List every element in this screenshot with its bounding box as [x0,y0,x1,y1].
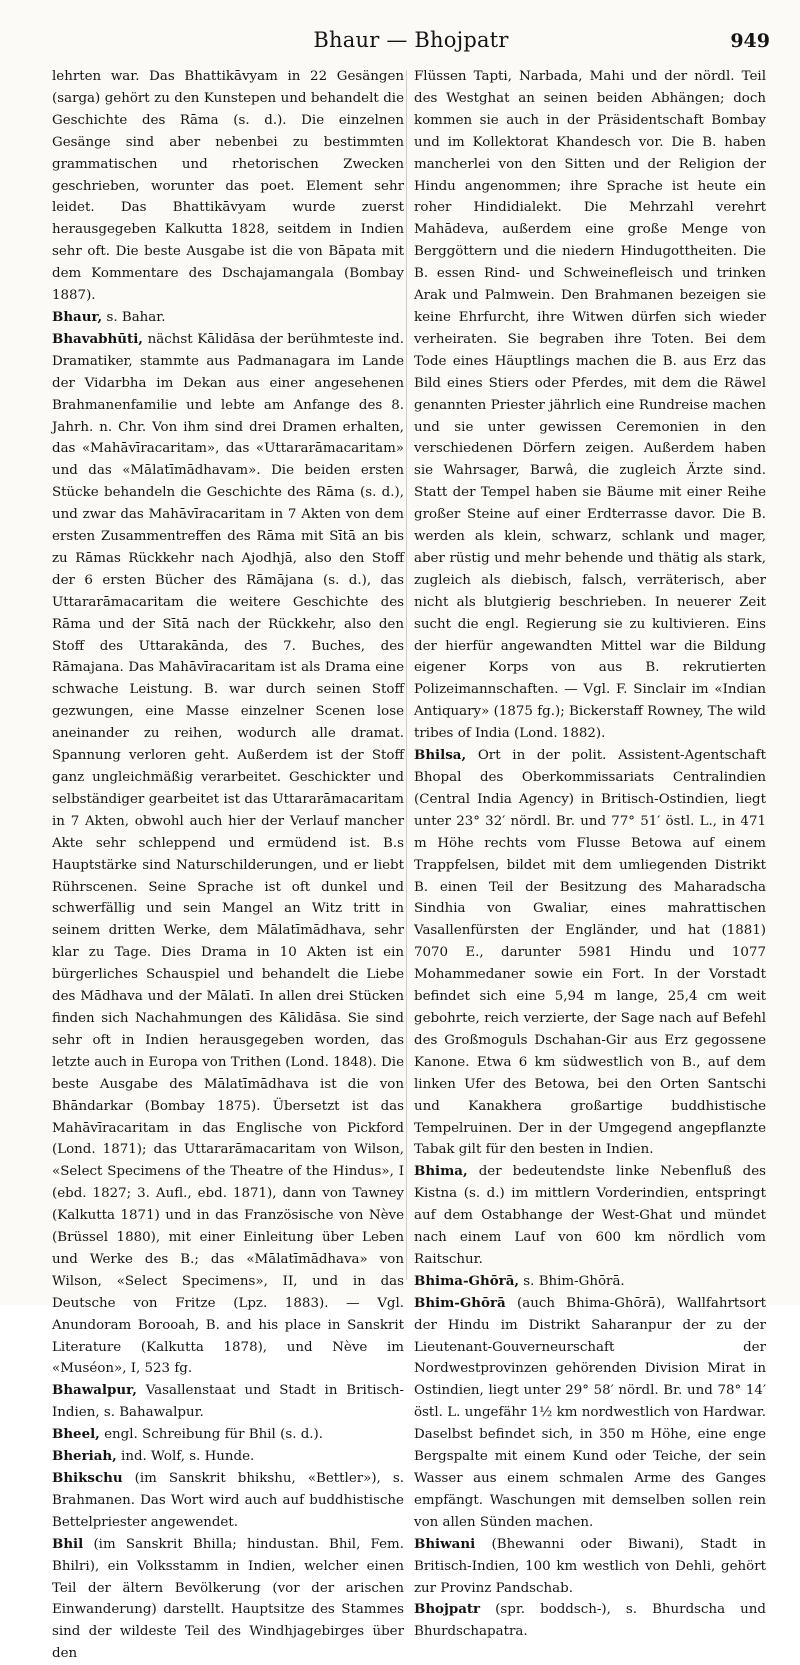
entry [52,307,404,329]
entry-text: s. Bahar. [102,309,166,325]
column-divider [406,70,407,1280]
entry-lemma: Bheriah, [52,1448,117,1465]
entry-lemma: Bhilsa, [414,747,467,764]
entry [414,66,766,745]
entry [52,1424,404,1446]
entry-text: nächst Kālidāsa der berühmteste ind. Dramatiker, stammte aus Padmanagara im Lande der Vidarbha im Dekan aus einer angesehenen Brahmanenfamilie und lebte am Anfange des 8. Jahrh. n. Chr. Von ihm sind drei Dramen erhalten, das «Mahāvīracaritam», das «Uttararāmacaritam» und das «Mālatīmādhavam». Die beiden ersten Stücke behandeln die Geschichte des Rāma (s. d.), und zwar das Mahāvīracaritam in 7 Akten von dem ersten Zusammentreffen des Rāma mit Sītā an bis zu Rāmas Rückkehr nach Ajodhjā, also den Stoff der 6 ersten Bücher des Rāmājana (s. d.), das Uttararāmacaritam die weitere Geschichte des Rāma und der Sītā nach der Rückkehr, also den Stoff des Uttarakānda, des 7. Buches, des Rāmajana. Das Mahāvīracaritam ist als Drama eine schwache Leistung. B. war durch seinen Stoff gezwungen, eine Masse einzelner Scenen lose aneinander zu reihen, wodurch alle dramat. Spannung verloren geht. Außerdem ist der Stoff ganz ungleichmäßig verarbeitet. Geschickter und selbständiger gearbeitet ist das Uttararāmacaritam in 7 Akten, obwohl auch hier der Verlauf mancher Akte sehr schleppend und ermüdend ist. B.s Hauptstärke sind Naturschilderungen, und er liebt Rührscenen. Seine Sprache ist oft dunkel und schwerfällig und sein Mangel an Witz tritt in seinem dritten Werke, dem Mālatīmādhava, sehr klar zu Tage. Dies Drama in 10 Akten ist ein bürgerliches Schauspiel und behandelt die Liebe des Mādhava und der Mālatī. In allen drei Stücken finden sich Nachahmungen des Kālidāsa. Sie sind sehr oft in Indien herausgegeben worden, das letzte auch in Europa von Trithen (Lond. 1848). Die beste Ausgabe des Mālatīmādhava ist die von Bhāndarkar (Bombay 1875). Übersetzt ist das Mahāvīracaritam in das Englische von Pickford (Lond. 1871); das Uttararāmacaritam von Wilson, «Select Specimens of the Theatre of the Hindus», I (ebd. 1827; 3. Aufl., ebd. 1871), dann von Tawney (Kalkutta 1871) und in das Französische von Nève (Brüssel 1880), mit einer Einleitung über Leben und Werke des B.; das «Mālatīmādhava» von Wilson, «Select Specimens», II, und in das Deutsche von Fritze (Lpz. 1883). — Vgl. Anundoram Borooah, B. and his place in Sanskrit Literature (Kalkutta 1878), und Nève im «Muséon», I, 523 fg. [52,331,404,1377]
entry-lemma: Bhikschu [52,1470,123,1486]
entry-text: ind. Wolf, s. Hunde. [116,1449,255,1465]
entry-lemma: Bheel, [52,1426,100,1443]
entry-text: Ort in der polit. Assistent-Agentschaft Bhopal des Oberkommissariats Centralindien (Central India Agency) in Britisch-Ostindien, liegt unter 23° 32′ nördl. Br. und 77° 51′ östl. L., in 471 m Höhe rechts vom Flusse Betowa auf einem Trappfelsen, bildet mit dem umliegenden Distrikt B. einen Teil der Besitzung des Maharadscha Sindhia von Gwaliar, eines mahrattischen Vasallenfürsten der Engländer, und hat (1881) 7070 E., darunter 5981 Hindu und 1077 Mohammedaner sowie ein Fort. In der Vorstadt befindet sich eine 5,94 m lange, 25,4 cm weit gebohrte, reich verzierte, der Sage nach auf Befehl des Großmoguls Dschahan-Gir aus Erz gegossene Kanone. Etwa 6 km südwestlich von B., auf dem linken Ufer des Betowa, bei den Orten Santschi und Kanakhera großartige buddhistische Tempelruinen. Der in der Umgegend angepflanzte Tabak gilt für den besten in Indien. [414,748,766,1158]
entry-text: s. Bhim-Ghōrā. [519,1273,625,1289]
entry-text: Vasallenstaat und Stadt in Britisch-Indien, s. Bahawalpur. [52,1383,404,1421]
entry-text: engl. Schreibung für Bhil (s. d.). [99,1427,324,1443]
entry [52,329,404,1381]
entry-lemma: Bhim-Ghōrā [414,1294,506,1311]
entry-text: Flüssen Tapti, Narbada, Mahi und der nördl. Teil des Westghat an seinen beiden Abhängen; doch kommen sie auch in der Präsidentschaft Bombay und im Kollektorat Khandesch vor. Die B. haben mancherlei von den Sitten und der Religion der Hindu angenommen; ihre Sprache ist heute ein roher Hindidialekt. Die Mehrzahl verehrt Mahādeva, außerdem eine große Menge von Berggöttern und die niedern Hindugottheiten. Die B. essen Rind- und Schweinefleisch und trinken Arak und Palmwein. Den Brahmanen bezeigen sie keine Ehrfurcht, ihre Witwen dürfen sich wieder verheiraten. Sie begraben ihre Toten. Bei dem Tode eines Häuptlings machen die B. aus Erz das Bild eines Stiers oder Pferdes, mit dem die Räwel genannten Priester jährlich eine Rundreise machen und sie unter gewissen Ceremonien in den verschiedenen Dörfern zeigen. Außerdem haben sie Wahrsager, Barwâ, die zugleich Ärzte sind. Statt der Tempel haben sie Bäume mit einer Reihe großer Steine auf einer Erdterrasse davor. Die B. werden als klein, schwarz, schlank und mager, aber rüstig und mehr behende und thätig als stark, zugleich als diebisch, falsch, verräterisch, aber nicht als blutgierig beschrieben. In neuerer Zeit sucht die engl. Regierung sie zu kultivieren. Eins der hierfür angewandten Mittel war die Bildung eigener Korps von aus B. rekrutierten Polizeimannschaften. — Vgl. F. Sinclair im «Indian Antiquary» (1875 fg.); Bickerstaff Rowney, The wild tribes of India (Lond. 1882). [414,69,766,742]
entry-lemma: Bhil [52,1535,84,1552]
entry [414,1271,766,1293]
entry-text: (im Sanskrit Bhilla; hindustan. Bhil, Fem. Bhilri), ein Volksstamm in Indien, welcher einen Teil der ältern Bevölkerung (vor der arischen Einwanderung) darstellt. Hauptsitze des Stammes sind der wildeste Teil des Windhjagebirges über den [52,1536,404,1662]
entry-lemma: Bhojpatr [414,1601,481,1618]
page-number: 949 [730,30,770,52]
entry-lemma: Bhima, [414,1163,468,1180]
entry [52,1534,404,1665]
entry [52,1446,404,1468]
entry [414,1161,766,1271]
entry [414,745,766,1161]
entry-lemma: Bhavabhūti, [52,330,143,347]
entry [414,1534,766,1600]
entry-lemma: Bhima-Ghōrā, [414,1272,520,1289]
entry [414,1599,766,1643]
entry [52,1468,404,1534]
page-header [52,28,770,58]
entry [52,1380,404,1424]
entry-lemma: Bhawalpur, [52,1382,137,1399]
entry-lemma: Bhiwani [414,1535,476,1552]
running-title: Bhaur — Bhojpatr [313,28,509,52]
entry-text: (im Sanskrit bhikshu, «Bettler»), s. Brahmanen. Das Wort wird auch auf buddhistische Bettelpriester angewendet. [52,1471,404,1530]
left-column [52,66,404,1662]
right-column [414,66,766,1640]
entry [52,66,404,307]
entry-text: (auch Bhima-Ghōrā), Wallfahrtsort der Hindu im Distrikt Saharanpur der zu der Lieutenant-Gouverneurschaft der Nordwestprovinzen gehörenden Division Mirat in Ostindien, liegt unter 29° 58′ nördl. Br. und 78° 14′ östl. L. ungefähr 1½ km nordwestlich von Hardwar. Daselbst befindet sich, in 350 m Höhe, eine enge Bergspalte mit einem Kund oder Teiche, der sein Wasser aus einem schmalen Arme des Ganges empfängt. Waschungen mit demselben sollen rein von allen Sünden machen. [414,1295,766,1530]
entry [414,1293,766,1534]
entry-lemma: Bhaur, [52,308,103,325]
entry-text: der bedeutendste linke Nebenfluß des Kistna (s. d.) im mittlern Vorderindien, entspringt auf dem Ostabhange der West-Ghat und mündet nach einem Lauf von 600 km nördlich vom Raitschur. [414,1164,766,1267]
entry-text: (Bhewanni oder Biwani), Stadt in Britisch-Indien, 100 km westlich von Dehli, gehört zur Provinz Pandschab. [414,1536,766,1596]
entry-text: lehrten war. Das Bhattikāvyam in 22 Gesängen (sarga) gehört zu den Kunstepen und behandelt die Geschichte des Rāma (s. d.). Die einzelnen Gesänge sind aber nebenbei zu bestimmten grammatischen und rhetorischen Zwecken geschrieben, worunter das poet. Element sehr leidet. Das Bhattikāvyam wurde zuerst herausgegeben Kalkutta 1828, seitdem in Indien sehr oft. Die beste Ausgabe ist die von Bāpata mit dem Kommentare des Dschajamangala (Bombay 1887). [52,69,404,304]
entry-text: (spr. boddsch-), s. Bhurdscha und Bhurdschapatra. [414,1602,766,1640]
